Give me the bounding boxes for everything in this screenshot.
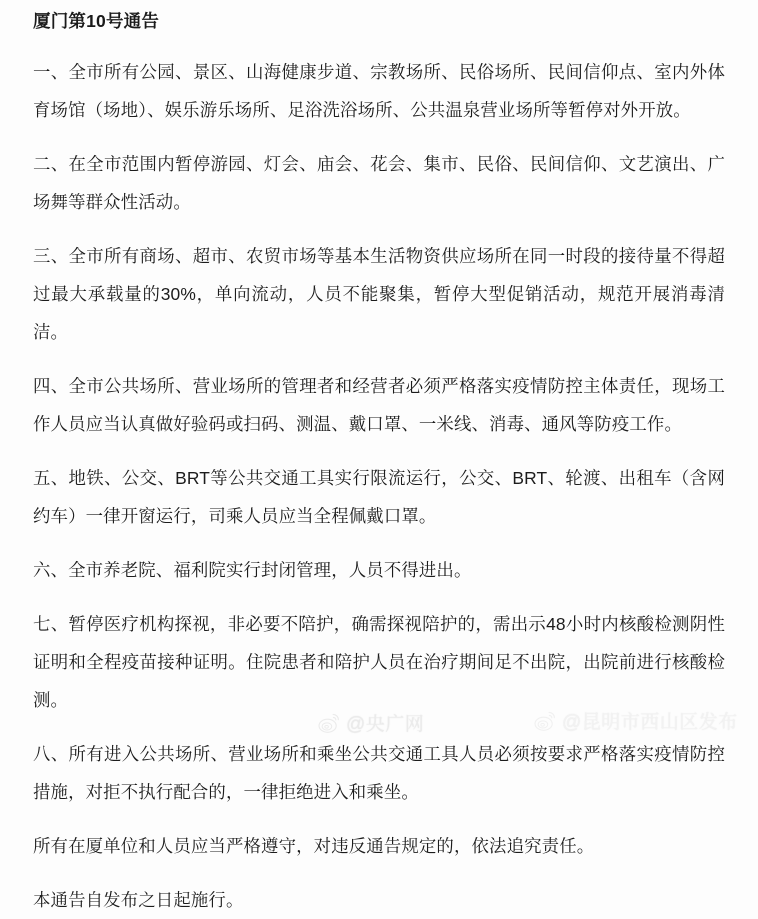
notice-clause-6: 六、全市养老院、福利院实行封闭管理，人员不得进出。 bbox=[33, 560, 472, 580]
notice-clause-4: 四、全市公共场所、营业场所的管理者和经营者必须严格落实疫情防控主体责任，现场工作人员应当认真做好验码或扫码、测温、戴口罩、一米线、消毒、通风等防疫工作。 bbox=[33, 376, 725, 434]
notice-effective-date-statement: 本通告自发布之日起施行。 bbox=[33, 890, 244, 910]
notice-clause-8: 八、所有进入公共场所、营业场所和乘坐公共交通工具人员必须按要求严格落实疫情防控措施，对拒不执行配合的，一律拒绝进入和乘坐。 bbox=[33, 744, 725, 802]
page-title: 厦门第10号通告 bbox=[33, 11, 160, 31]
watermark-label: @昆明市西山区发布 bbox=[562, 712, 738, 733]
notice-clause-1: 一、全市所有公园、景区、山海健康步道、宗教场所、民俗场所、民间信仰点、室内外体育场馆（场地）、娱乐游乐场所、足浴洗浴场所、公共温泉营业场所等暂停对外开放。 bbox=[33, 62, 725, 120]
notice-clause-7: 七、暂停医疗机构探视，非必要不陪护，确需探视陪护的，需出示48小时内核酸检测阴性证明和全程疫苗接种证明。住院患者和陪护人员在治疗期间足不出院，出院前进行核酸检测。 bbox=[33, 614, 725, 710]
notice-clause-3: 三、全市所有商场、超市、农贸市场等基本生活物资供应场所在同一时段的接待量不得超过最大承载量的30%，单向流动，人员不能聚集，暂停大型促销活动，规范开展消毒清洁。 bbox=[33, 246, 725, 342]
watermark-label: @央广网 bbox=[346, 714, 425, 735]
notice-clause-5: 五、地铁、公交、BRT等公共交通工具实行限流运行，公交、BRT、轮渡、出租车（含网约车）一律开窗运行，司乘人员应当全程佩戴口罩。 bbox=[33, 468, 725, 526]
notice-compliance-statement: 所有在厦单位和人员应当严格遵守，对违反通告规定的，依法追究责任。 bbox=[33, 836, 595, 856]
document-body bbox=[33, 0, 725, 919]
notice-clause-2: 二、在全市范围内暂停游园、灯会、庙会、花会、集市、民俗、民间信仰、文艺演出、广场舞等群众性活动。 bbox=[33, 154, 725, 212]
